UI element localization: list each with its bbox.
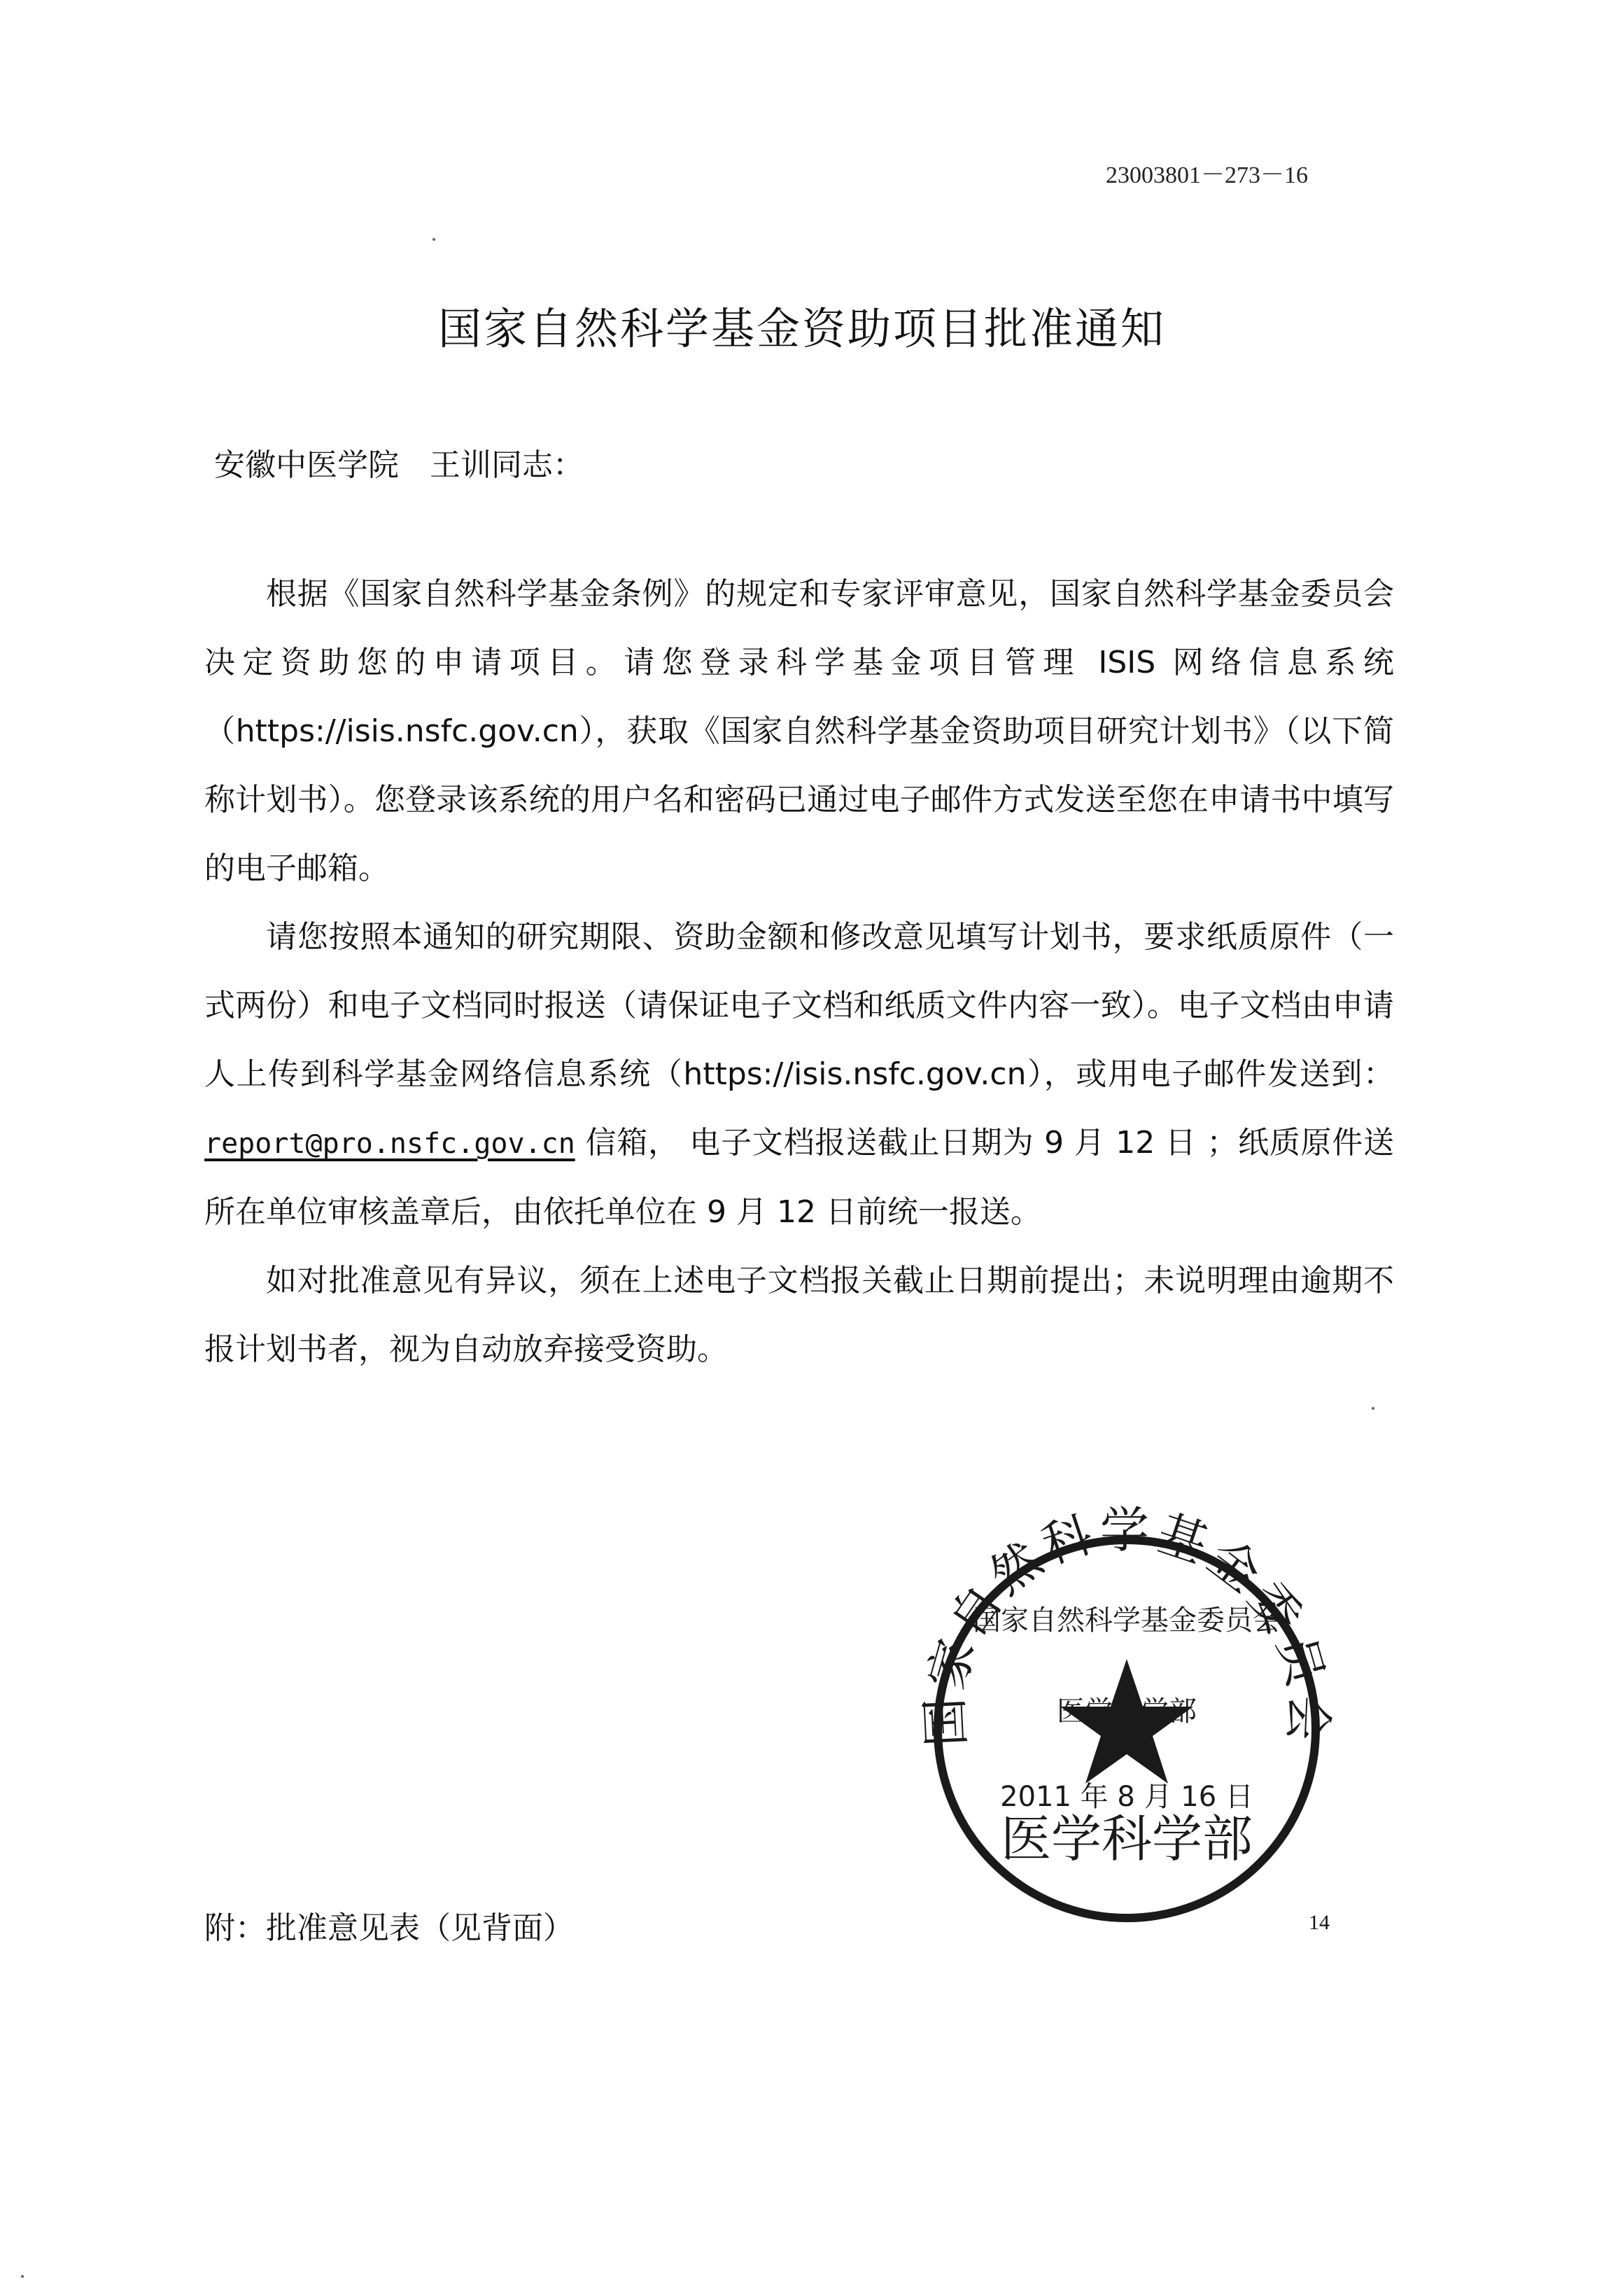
seal-ring-text: 国家自然科学基金委员会 — [915, 1502, 1338, 1749]
seal-date: 2011 年 8 月 16 日 — [1000, 1781, 1253, 1813]
page-number: 14 — [1309, 1911, 1330, 1934]
seal-overprint-org: 国家自然科学基金委员会 — [973, 1604, 1281, 1637]
seal-overprint-dept: 医学科学部 — [1057, 1695, 1197, 1728]
salutation-institution: 安徽中医学院 — [214, 447, 399, 483]
report-email-link[interactable]: report@pro.nsfc.gov.cn — [204, 1128, 575, 1160]
page-title: 国家自然科学基金资助项目批准通知 — [437, 303, 1166, 354]
official-seal — [910, 1498, 1344, 1932]
paragraph-1: 根据《国家自然科学基金条例》的规定和专家评审意见，国家自然科学基金委员会决定资助您的申请项目。请您登录科学基金项目管理 ISIS 网络信息系统（https://isis.nsfc.gov.cn），获取《国家自然科学基金资助项目研究计划书》（以下简称计划书）。您登录该系统的用户名和密码已通过电子邮件方式发送至您在申请书中填写的电子邮箱。 — [204, 576, 1394, 886]
paragraph-3: 如对批准意见有异议，须在上述电子文档报关截止日期前提出；未说明理由逾期不报计划书者，视为自动放弃接受资助。 — [204, 1263, 1394, 1367]
scan-speck — [1372, 1407, 1374, 1410]
paragraph-2 — [204, 903, 1394, 1247]
scan-speck — [21, 2275, 24, 2278]
notice-body — [204, 560, 1394, 1384]
document-number: 23003801－273－16 — [1106, 162, 1308, 188]
paragraph-2-text-a: 请您按照本通知的研究期限、资助金额和修改意见填写计划书，要求纸质原件（一式两份）和电子文档同时报送（请保证电子文档和纸质文件内容一致）。电子文档由申请人上传到科学基金网络信息系统（https://isis.nsfc.gov.cn），或用电子邮件发送到： — [204, 919, 1394, 1092]
seal-graphic — [910, 1498, 1344, 1932]
salutation — [214, 440, 584, 484]
seal-bottom-text: 医学科学部 — [1000, 1809, 1253, 1868]
scan-speck — [432, 238, 435, 241]
salutation-name: 王训同志： — [430, 447, 584, 483]
paragraph-2-text-b: 信箱， 电子文档报送截止日期为 9 月 12 日 ；纸质原件送所在单位审核盖章后，由依托单位在 9 月 12 日前统一报送。 — [204, 1125, 1394, 1230]
attachment-note: 附：批准意见表（见背面） — [204, 1910, 574, 1946]
